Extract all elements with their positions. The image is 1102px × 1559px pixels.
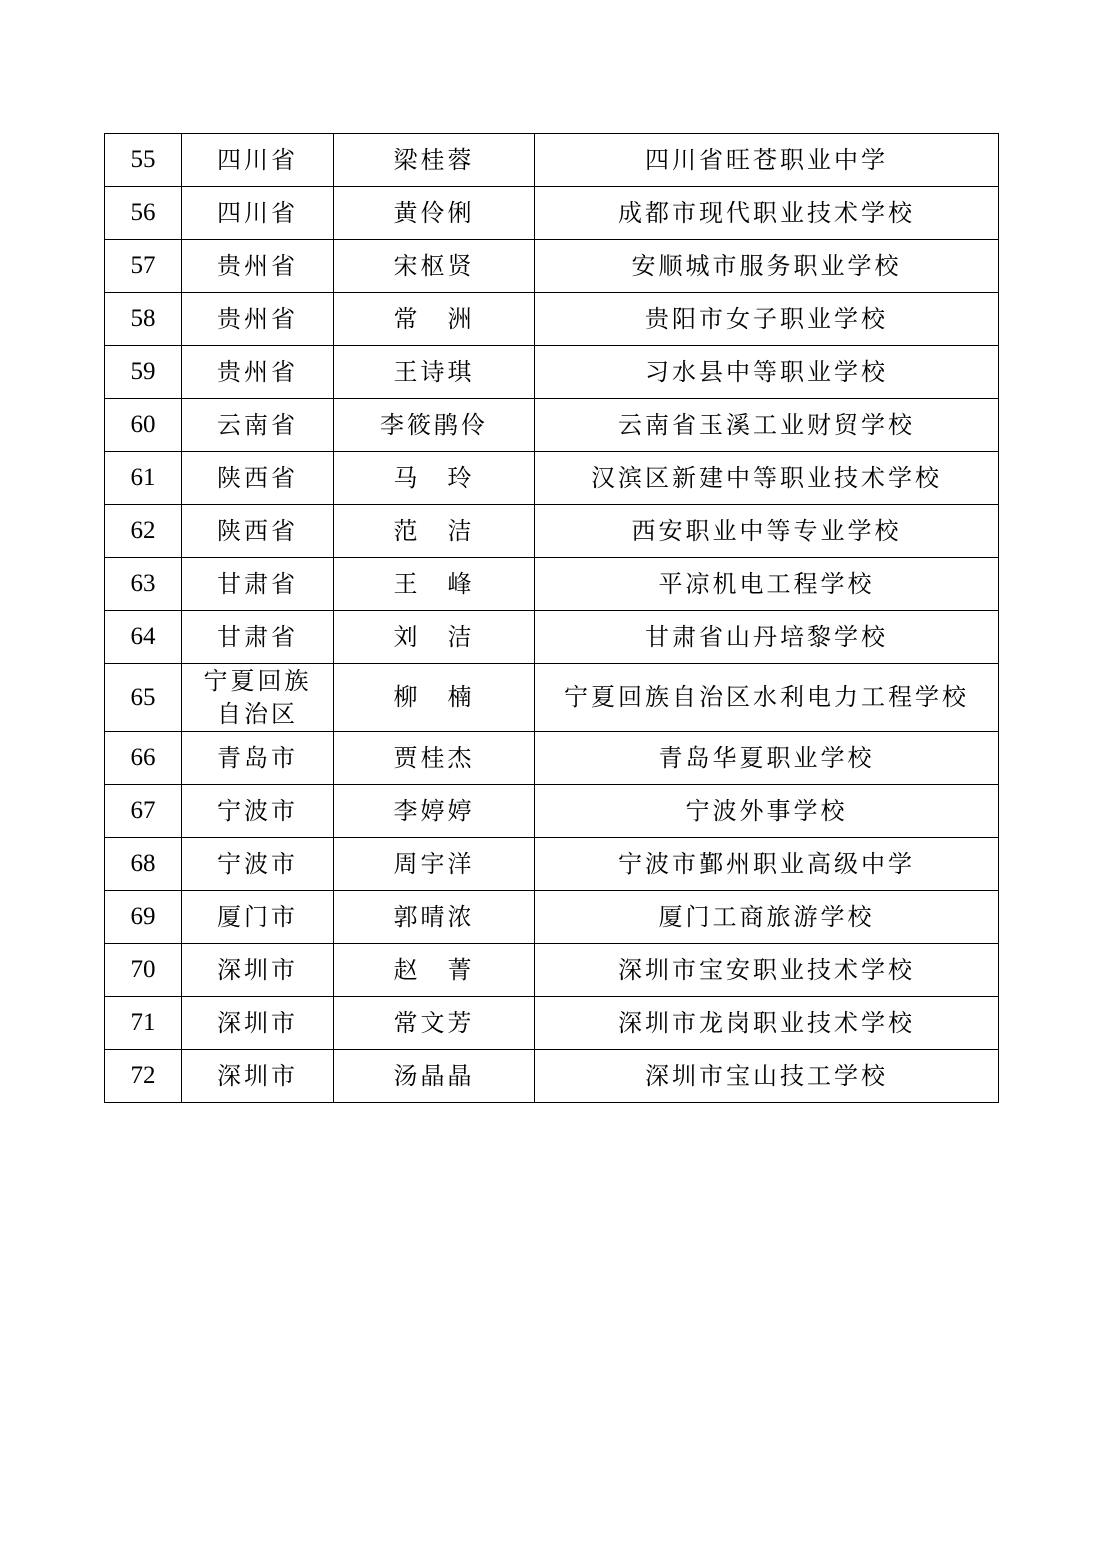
row-region: 深圳市 — [182, 1050, 334, 1103]
table-row — [105, 997, 999, 1050]
table-row — [105, 944, 999, 997]
row-number: 70 — [105, 944, 182, 997]
row-school: 宁波外事学校 — [535, 785, 999, 838]
row-number: 61 — [105, 452, 182, 505]
table-row — [105, 399, 999, 452]
row-region-line2: 自治区 — [217, 699, 298, 728]
row-name: 黄伶俐 — [334, 187, 535, 240]
row-name: 郭晴浓 — [334, 891, 535, 944]
row-school: 深圳市宝安职业技术学校 — [535, 944, 999, 997]
row-school: 深圳市宝山技工学校 — [535, 1050, 999, 1103]
row-school: 甘肃省山丹培黎学校 — [535, 611, 999, 664]
row-number: 65 — [105, 664, 182, 732]
row-school: 西安职业中等专业学校 — [535, 505, 999, 558]
row-school: 四川省旺苍职业中学 — [535, 134, 999, 187]
row-number: 60 — [105, 399, 182, 452]
row-name: 常 洲 — [334, 293, 535, 346]
row-name: 马 玲 — [334, 452, 535, 505]
table-row — [105, 1050, 999, 1103]
table-row — [105, 838, 999, 891]
row-number: 69 — [105, 891, 182, 944]
row-region: 陕西省 — [182, 505, 334, 558]
row-region: 宁波市 — [182, 838, 334, 891]
row-number: 56 — [105, 187, 182, 240]
row-school: 云南省玉溪工业财贸学校 — [535, 399, 999, 452]
row-number: 58 — [105, 293, 182, 346]
row-school: 厦门工商旅游学校 — [535, 891, 999, 944]
row-name: 王 峰 — [334, 558, 535, 611]
row-number: 59 — [105, 346, 182, 399]
row-number: 62 — [105, 505, 182, 558]
row-region: 陕西省 — [182, 452, 334, 505]
row-school: 安顺城市服务职业学校 — [535, 240, 999, 293]
row-number: 67 — [105, 785, 182, 838]
row-number: 57 — [105, 240, 182, 293]
row-region: 青岛市 — [182, 732, 334, 785]
row-number: 72 — [105, 1050, 182, 1103]
row-school: 深圳市龙岗职业技术学校 — [535, 997, 999, 1050]
row-school: 习水县中等职业学校 — [535, 346, 999, 399]
row-name: 周宇洋 — [334, 838, 535, 891]
row-number: 71 — [105, 997, 182, 1050]
row-name: 范 洁 — [334, 505, 535, 558]
row-name: 刘 洁 — [334, 611, 535, 664]
row-name: 梁桂蓉 — [334, 134, 535, 187]
row-name: 李筱鹃伶 — [334, 399, 535, 452]
row-region: 甘肃省 — [182, 558, 334, 611]
row-number: 55 — [105, 134, 182, 187]
table-row — [105, 134, 999, 187]
row-region — [182, 664, 334, 732]
awardee-table — [104, 133, 999, 1103]
row-region: 四川省 — [182, 187, 334, 240]
row-name: 柳 楠 — [334, 664, 535, 732]
row-region: 四川省 — [182, 134, 334, 187]
row-region: 贵州省 — [182, 293, 334, 346]
table-row — [105, 293, 999, 346]
row-name: 常文芳 — [334, 997, 535, 1050]
row-region-line1: 宁夏回族 — [203, 667, 312, 696]
table-row — [105, 187, 999, 240]
row-region: 云南省 — [182, 399, 334, 452]
table-row — [105, 452, 999, 505]
row-school: 成都市现代职业技术学校 — [535, 187, 999, 240]
row-school: 青岛华夏职业学校 — [535, 732, 999, 785]
row-number: 64 — [105, 611, 182, 664]
row-school: 贵阳市女子职业学校 — [535, 293, 999, 346]
row-region: 贵州省 — [182, 240, 334, 293]
row-region: 厦门市 — [182, 891, 334, 944]
table-row — [105, 664, 999, 732]
table-row — [105, 558, 999, 611]
row-name: 李婷婷 — [334, 785, 535, 838]
row-name: 贾桂杰 — [334, 732, 535, 785]
row-region: 深圳市 — [182, 944, 334, 997]
row-school: 宁夏回族自治区水利电力工程学校 — [535, 664, 999, 732]
row-number: 66 — [105, 732, 182, 785]
table-row — [105, 732, 999, 785]
table-row — [105, 611, 999, 664]
row-region: 宁波市 — [182, 785, 334, 838]
row-number: 63 — [105, 558, 182, 611]
table-row — [105, 785, 999, 838]
table-row — [105, 346, 999, 399]
row-region: 深圳市 — [182, 997, 334, 1050]
table-row — [105, 505, 999, 558]
row-name: 汤晶晶 — [334, 1050, 535, 1103]
row-school: 汉滨区新建中等职业技术学校 — [535, 452, 999, 505]
row-school: 平凉机电工程学校 — [535, 558, 999, 611]
row-name: 王诗琪 — [334, 346, 535, 399]
row-region: 甘肃省 — [182, 611, 334, 664]
row-name: 赵 菁 — [334, 944, 535, 997]
row-region: 贵州省 — [182, 346, 334, 399]
table-row — [105, 240, 999, 293]
row-number: 68 — [105, 838, 182, 891]
row-school: 宁波市鄞州职业高级中学 — [535, 838, 999, 891]
table-row — [105, 891, 999, 944]
row-name: 宋枢贤 — [334, 240, 535, 293]
